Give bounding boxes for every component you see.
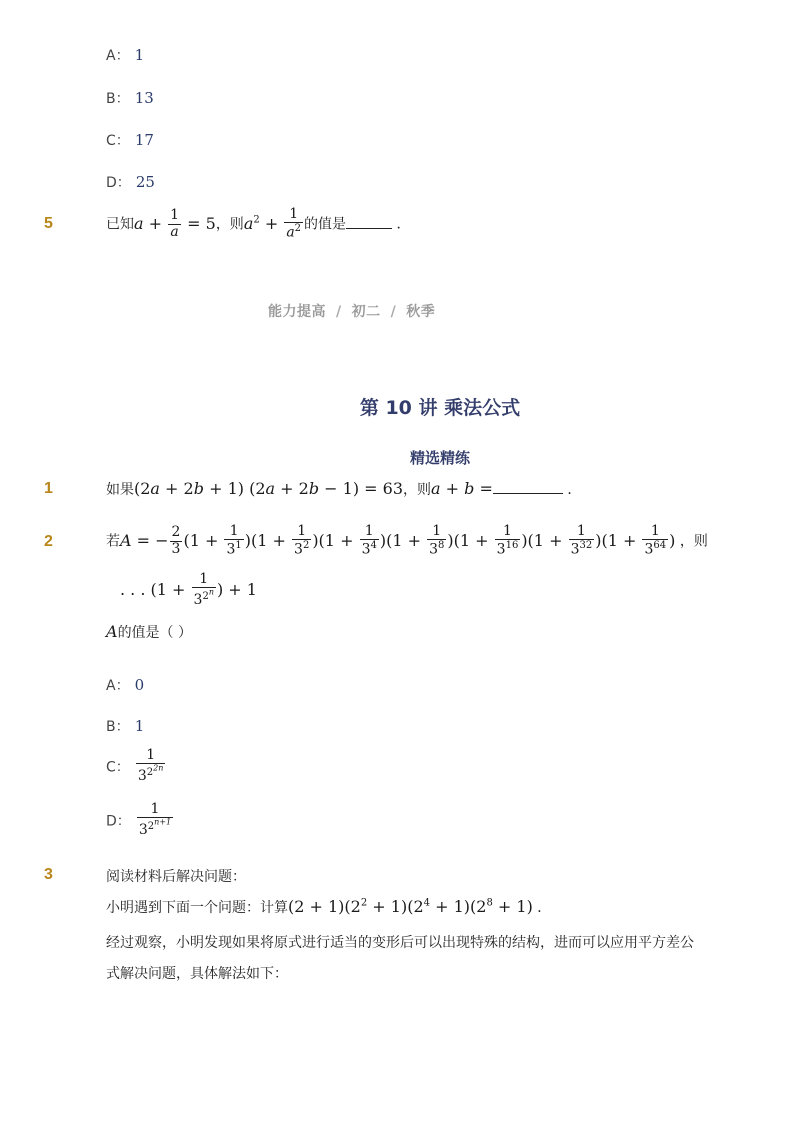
question-3-line3: 经过观察，小明发现如果将原式进行适当的变形后可以出现特殊的结构，进而可以应用平方差公 [106,935,694,951]
question-prefix: 如果 [106,482,134,498]
option-value: 0 [134,676,145,694]
breadcrumb-item: 能力提高 [268,304,326,320]
option-label: C： [106,759,130,776]
option-exponent: 2n [153,763,164,773]
option-value: 13 [134,89,154,107]
option-label: B： [106,91,130,107]
equation-value: 5 [205,213,216,233]
question-2-line2: . . . (1 + $\frac{1}{3^{2^n}}$ ) + 1 [120,571,257,609]
breadcrumb-separator: / [390,304,397,320]
option-b [106,716,144,736]
lecture-title [0,393,800,420]
option-value: 1 [134,46,145,64]
breadcrumb [268,301,435,321]
question-end: ． [567,482,582,498]
option-d [106,172,155,192]
lecture-title-text: 第 10 讲 乘法公式 [359,397,521,419]
option-label: D： [106,175,131,191]
breadcrumb-item: 秋季 [406,304,436,320]
section-title [0,447,800,468]
question-number: 1 [44,480,53,497]
question-3-line2: 小明遇到下面一个问题：计算$(2 + 1)(2^2 + 1)(2^4 + 1)(2^8 + 1)$ ． [106,897,552,916]
question-mid: ，则 [679,533,708,550]
option-value: 17 [134,131,154,149]
question-mid: ，则 [215,216,244,233]
option-value: 25 [135,173,155,191]
question-prefix: 已知 [106,216,134,233]
option-label: D： [106,813,131,830]
question-number: 2 [44,533,53,550]
option-label: A： [106,48,130,64]
option-value: 1 [134,717,145,735]
question-end: ． [396,216,411,233]
question-suffix: 的值是（ ） [117,625,193,641]
question-end: ． [537,900,552,916]
question-mid: ，则 [403,482,431,498]
answer-blank[interactable] [493,492,563,494]
question-prefix: 若 [106,533,120,550]
option-label: A： [106,678,130,694]
option-c [106,130,154,150]
question-prefix: 小明遇到下面一个问题：计算 [106,900,288,916]
question-3-line1: 阅读材料后解决问题： [106,869,246,885]
option-c [106,748,166,785]
option-a [106,45,144,65]
question-3-line4: 式解决问题，具体解法如下： [106,966,288,982]
option-value: $\frac{1}{3^{2^{2n}}}$ [137,747,164,785]
option-d [106,802,174,839]
question-2-line1: 若A = − $\frac{2}{3}$ (1 + $\frac{1}{3^1}$ )(1 + $\frac{1}{3^2}$ )(1 + $\frac{1}{3^4}$ )(1 + $\frac{1}{3^8}$ )(1 + $\frac{1}{3^{16}}$ )(1 + $\frac{1}{3^{32}}$ )(1 + $\frac{1}{3^{64}}$ ) ，则 [106,523,708,559]
option-label: C： [106,133,130,149]
section-title-text: 精选精练 [409,449,470,467]
question-5-text: 已知a + $\frac{1}{a}$ = 5，则$a^2$ + $\frac{1}{a^2}$ 的值是 ． [106,206,411,242]
question-suffix: 的值是 [304,216,347,233]
breadcrumb-separator: / [336,304,342,320]
answer-blank[interactable] [346,227,392,229]
option-a [106,675,144,695]
option-value: $\frac{1}{3^{2^{n+1}}}$ [138,801,172,839]
question-2-line3: A的值是（ ） [106,622,193,641]
question-number: 3 [44,866,53,883]
equation-value: 63 [382,479,403,498]
question-number: 5 [44,215,53,232]
option-b [106,88,154,108]
option-exponent: n+1 [154,817,172,827]
option-label: B： [106,719,130,735]
breadcrumb-item: 初二 [351,304,381,320]
question-1-text: 如果(2a + 2b + 1) (2a + 2b − 1) = 63，则a + b = ． [106,479,582,498]
